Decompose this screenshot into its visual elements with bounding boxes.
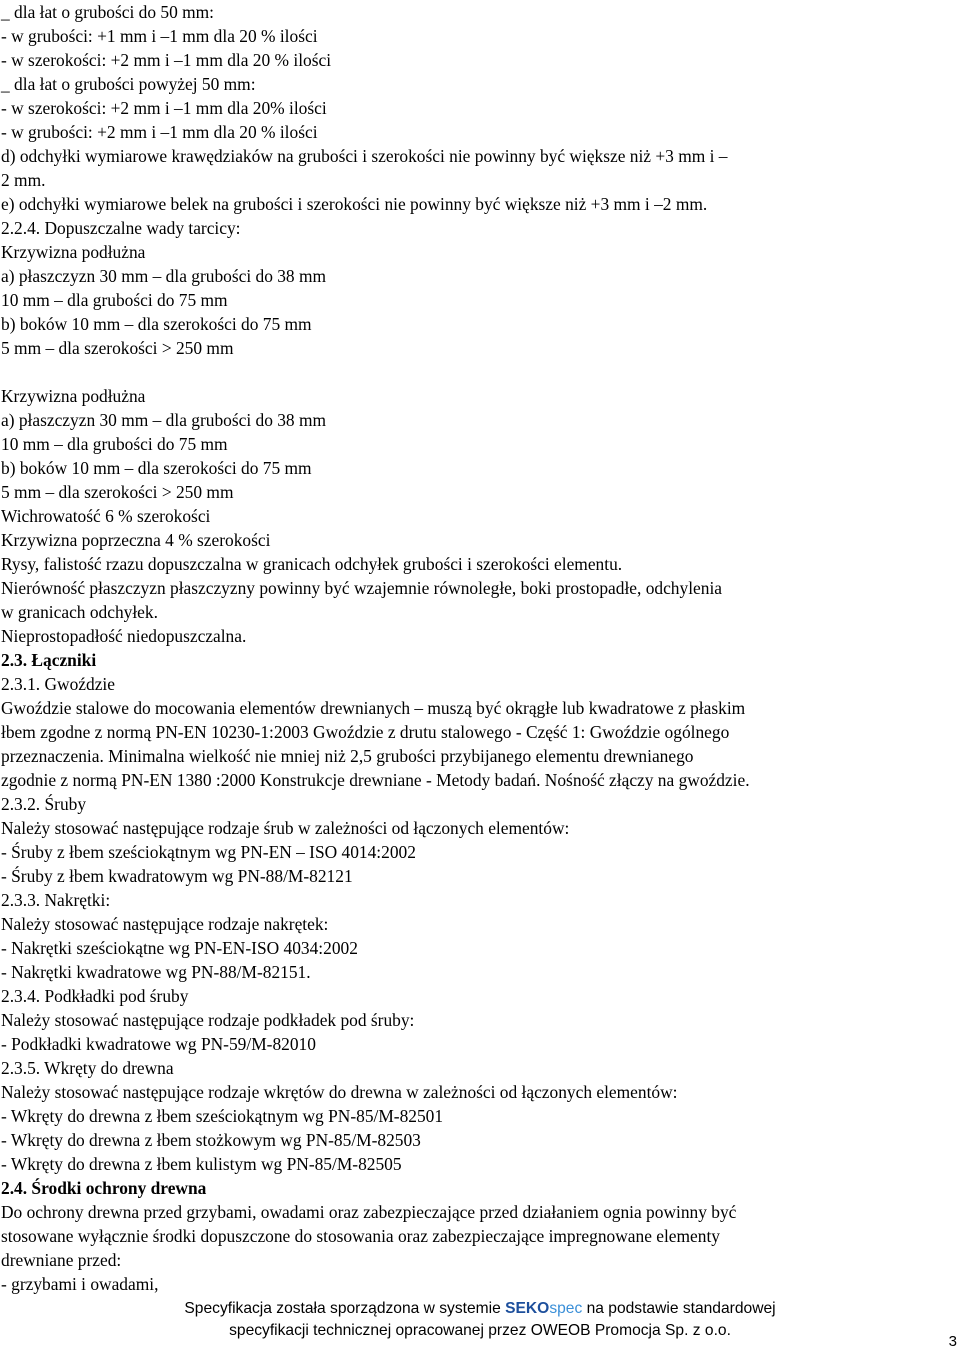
text-line: 2.2.4. Dopuszczalne wady tarcicy:: [1, 218, 241, 238]
text-line: stosowane wyłącznie środki dopuszczone do stosowania oraz zabezpieczające impregnowane elementy: [1, 1226, 720, 1246]
text-line: - Podkładki kwadratowe wg PN-59/M-82010: [1, 1034, 316, 1054]
text-line: b) boków 10 mm – dla szerokości do 75 mm: [1, 458, 312, 478]
text-line: 2.3.5. Wkręty do drewna: [1, 1058, 174, 1078]
text-line: - grzybami i owadami,: [1, 1274, 159, 1294]
blank-line: [1, 360, 951, 384]
text-line: - Nakrętki sześciokątne wg PN-EN-ISO 4034:2002: [1, 938, 358, 958]
text-line: 2.3.4. Podkładki pod śruby: [1, 986, 189, 1006]
text-line: Krzywizna podłużna: [1, 386, 146, 406]
text-line: - Śruby z łbem sześciokątnym wg PN-EN – ISO 4014:2002: [1, 842, 416, 862]
brand-spec: spec: [549, 1300, 583, 1317]
text-line: przeznaczenia. Minimalna wielkość nie mniej niż 2,5 grubości przybijanego elementu drewnianego: [1, 746, 694, 766]
text-line: 2.4. Środki ochrony drewna: [1, 1178, 207, 1198]
text-line: Należy stosować następujące rodzaje podkładek pod śruby:: [1, 1010, 415, 1030]
text-line: Krzywizna poprzeczna 4 % szerokości: [1, 530, 271, 550]
text-line: 2.3.1. Gwoździe: [1, 674, 115, 694]
text-line: - Wkręty do drewna z łbem stożkowym wg PN-85/M-82503: [1, 1130, 421, 1150]
text-line: 2.3.2. Śruby: [1, 794, 87, 814]
text-line: - w grubości: +2 mm i –1 mm dla 20 % ilości: [1, 122, 318, 142]
text-line: Gwoździe stalowe do mocowania elementów drewnianych – muszą być okrągłe lub kwadratowe z płaskim: [1, 698, 746, 718]
text-line: - Wkręty do drewna z łbem sześciokątnym wg PN-85/M-82501: [1, 1106, 444, 1126]
document-body: [1, 0, 951, 1296]
page-number: 3: [948, 1333, 957, 1350]
footer-line-2: specyfikacji technicznej opracowanej przez OWEOB Promocja Sp. z o.o.: [229, 1322, 731, 1339]
text-line: Rysy, falistość rzazu dopuszczalna w granicach odchyłek grubości i szerokości elementu.: [1, 554, 623, 574]
text-line: 2 mm.: [1, 170, 46, 190]
text-line: Do ochrony drewna przed grzybami, owadami oraz zabezpieczające przed działaniem ognia powinny być: [1, 1202, 737, 1222]
text-line: e) odchyłki wymiarowe belek na grubości i szerokości nie powinny być większe niż +3 mm i –2 mm.: [1, 194, 708, 214]
text-line: 10 mm – dla grubości do 75 mm: [1, 290, 228, 310]
footer-text-before: Specyfikacja została sporządzona w systemie: [184, 1300, 501, 1317]
text-line: zgodnie z normą PN-EN 1380 :2000 Konstrukcje drewniane - Metody badań. Nośność złączy na gwoździe.: [1, 770, 750, 790]
text-line: Należy stosować następujące rodzaje śrub w zależności od łączonych elementów:: [1, 818, 570, 838]
text-line: b) boków 10 mm – dla szerokości do 75 mm: [1, 314, 312, 334]
text-line: Należy stosować następujące rodzaje nakrętek:: [1, 914, 329, 934]
text-line: Nierówność płaszczyzn płaszczyzny powinny być wzajemnie równoległe, boki prostopadłe, odchylenia: [1, 578, 722, 598]
text-line: drewniane przed:: [1, 1250, 122, 1270]
text-line: 2.3. Łączniki: [1, 650, 97, 670]
text-line: - Śruby z łbem kwadratowym wg PN-88/M-82121: [1, 866, 353, 886]
text-line: 5 mm – dla szerokości > 250 mm: [1, 338, 234, 358]
text-line: Wichrowatość 6 % szerokości: [1, 506, 211, 526]
text-line: a) płaszczyzn 30 mm – dla grubości do 38 mm: [1, 410, 327, 430]
text-line: - Nakrętki kwadratowe wg PN-88/M-82151.: [1, 962, 311, 982]
sekospec-logo: [505, 1300, 582, 1317]
brand-seko: SEKO: [505, 1300, 550, 1317]
text-line: d) odchyłki wymiarowe krawędziaków na grubości i szerokości nie powinny być większe niż +3 mm i –: [1, 146, 728, 166]
page-footer: [0, 1298, 960, 1342]
text-line: w granicach odchyłek.: [1, 602, 158, 622]
text-line: łbem zgodne z normą PN-EN 10230-1:2003 Gwoździe z drutu stalowego - Część 1: Gwoździe ogólnego: [1, 722, 730, 742]
text-line: Należy stosować następujące rodzaje wkrętów do drewna w zależności od łączonych elementów:: [1, 1082, 678, 1102]
text-line: 5 mm – dla szerokości > 250 mm: [1, 482, 234, 502]
text-line: - w szerokości: +2 mm i –1 mm dla 20% ilości: [1, 98, 327, 118]
text-line: 2.3.3. Nakrętki:: [1, 890, 111, 910]
footer-text-after: na podstawie standardowej: [586, 1300, 776, 1317]
text-line: _ dla łat o grubości do 50 mm:: [1, 2, 215, 22]
text-line: - Wkręty do drewna z łbem kulistym wg PN-85/M-82505: [1, 1154, 402, 1174]
text-line: Nieprostopadłość niedopuszczalna.: [1, 626, 247, 646]
text-line: - w szerokości: +2 mm i –1 mm dla 20 % ilości: [1, 50, 332, 70]
text-line: Krzywizna podłużna: [1, 242, 146, 262]
text-line: 10 mm – dla grubości do 75 mm: [1, 434, 228, 454]
text-line: _ dla łat o grubości powyżej 50 mm:: [1, 74, 256, 94]
text-line: - w grubości: +1 mm i –1 mm dla 20 % ilości: [1, 26, 318, 46]
text-line: a) płaszczyzn 30 mm – dla grubości do 38 mm: [1, 266, 327, 286]
footer-line-1: [0, 1298, 960, 1320]
